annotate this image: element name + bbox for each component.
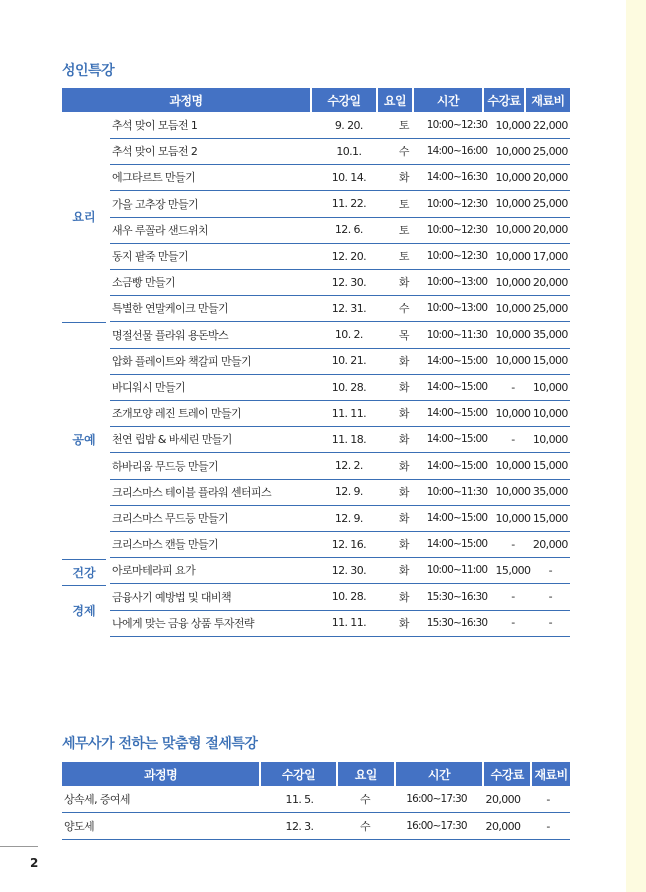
course-fee: 15,000 [495, 563, 531, 577]
course-fee: - [511, 432, 515, 446]
material-fee: 25,000 [532, 144, 568, 158]
course-fee: - [511, 380, 515, 394]
table-row [110, 191, 570, 218]
course-name: 추석 맞이 모듬전 1 [112, 119, 198, 132]
category-cooking: 요리 [72, 209, 96, 224]
course-date: 11. 22. [331, 197, 366, 211]
section-title-tax: 세무사가 전하는 맞춤형 절세특강 [62, 736, 258, 752]
course-name: 명절선물 플라워 용돈박스 [112, 328, 229, 342]
course-fee: 20,000 [485, 792, 521, 806]
course-fee: 10,000 [495, 459, 531, 473]
table-row [110, 322, 570, 349]
adult-course-table [62, 88, 570, 630]
table-body [62, 786, 570, 840]
course-fee: 10,000 [495, 511, 531, 525]
table-header [62, 762, 570, 786]
course-name: 천연 립밤 & 바세린 만들기 [112, 433, 232, 447]
course-time: 14:00~15:00 [426, 538, 488, 551]
course-name: 압화 플레이트와 책갈피 만들기 [112, 354, 252, 368]
header-day: 요일 [378, 88, 412, 112]
course-day: 화 [398, 381, 409, 394]
course-date: 12. 2. [334, 459, 363, 473]
tax-course-table [62, 762, 570, 840]
table-row [110, 531, 570, 558]
course-fee: 10,000 [495, 118, 531, 132]
course-date: 10.1. [336, 144, 362, 158]
material-fee: 20,000 [532, 170, 568, 184]
course-time: 15:30~16:30 [426, 590, 488, 603]
course-day: 화 [398, 354, 409, 368]
course-day: 수 [398, 302, 409, 316]
course-time: 14:00~15:00 [426, 381, 488, 393]
course-time: 14:00~15:00 [426, 433, 488, 446]
course-time: 10:00~12:30 [426, 119, 488, 131]
section-title-adult: 성인특강 [62, 63, 115, 79]
course-day: 수 [359, 793, 371, 806]
course-time: 10:00~13:00 [426, 276, 488, 289]
material-fee: 15,000 [532, 511, 568, 525]
right-margin-strip [626, 0, 646, 892]
course-date: 12. 31. [331, 301, 366, 315]
table-row [110, 295, 570, 322]
course-fee: 10,000 [495, 144, 531, 158]
header-time: 시간 [396, 762, 483, 786]
course-name: 금융사기 예방법 및 대비책 [112, 590, 231, 604]
course-fee: 10,000 [495, 301, 531, 315]
header-date: 수강일 [312, 88, 376, 112]
material-fee: - [546, 792, 550, 806]
material-fee: 20,000 [532, 275, 568, 289]
course-fee: 10,000 [495, 275, 531, 289]
material-fee: - [546, 819, 550, 833]
course-date: 12. 30. [331, 563, 366, 577]
course-day: 수 [398, 145, 409, 159]
course-time: 10:00~11:30 [426, 485, 488, 498]
course-day: 토 [398, 250, 409, 263]
course-name: 소금빵 만들기 [112, 276, 176, 290]
table-row [62, 786, 570, 813]
course-date: 9. 20. [334, 118, 363, 132]
course-name: 추석 맞이 모듬전 2 [112, 145, 198, 159]
header-material: 재료비 [526, 88, 570, 112]
course-fee: 10,000 [495, 170, 531, 184]
course-time: 10:00~12:30 [426, 223, 488, 236]
course-time: 14:00~15:00 [426, 354, 488, 367]
course-day: 화 [398, 485, 409, 499]
course-fee: 10,000 [495, 485, 531, 499]
course-name: 양도세 [64, 820, 95, 833]
course-fee: 10,000 [495, 406, 531, 420]
course-time: 14:00~15:00 [426, 459, 488, 472]
course-name: 동지 팥죽 만들기 [112, 250, 188, 263]
material-fee: 20,000 [532, 223, 568, 237]
material-fee: 35,000 [532, 328, 568, 342]
course-day: 화 [398, 459, 409, 473]
material-fee: 22,000 [532, 118, 568, 132]
table-row [110, 557, 570, 584]
course-fee: 10,000 [495, 328, 531, 342]
course-day: 화 [398, 407, 409, 421]
course-time: 14:00~16:30 [426, 171, 488, 184]
course-time: 10:00~13:00 [426, 302, 488, 315]
course-day: 토 [398, 223, 409, 237]
course-day: 수 [359, 820, 371, 833]
table-row [110, 505, 570, 532]
header-fee: 수강료 [484, 762, 530, 786]
course-name: 크리스마스 무드등 만들기 [112, 512, 229, 525]
course-name: 가을 고추장 만들기 [112, 197, 199, 211]
course-time: 14:00~15:00 [426, 512, 488, 524]
material-fee: 25,000 [532, 301, 568, 315]
course-name: 하바리움 무드등 만들기 [112, 459, 219, 473]
material-fee: 35,000 [532, 485, 568, 499]
course-day: 화 [398, 512, 409, 525]
table-row [110, 269, 570, 296]
table-row [110, 164, 570, 191]
table-row [110, 479, 570, 506]
header-time: 시간 [414, 88, 482, 112]
course-time: 15:30~16:30 [426, 616, 488, 629]
table-row [110, 112, 570, 139]
course-fee: 10,000 [495, 197, 531, 211]
course-time: 14:00~16:00 [426, 145, 488, 158]
course-name: 아로마테라피 요가 [112, 564, 196, 578]
course-date: 10. 2. [334, 328, 363, 342]
course-date: 10. 21. [331, 354, 366, 368]
material-fee: 15,000 [532, 459, 568, 473]
table-row [110, 217, 570, 244]
course-time: 10:00~11:00 [426, 564, 488, 577]
header-course-name: 과정명 [62, 762, 259, 786]
material-fee: 20,000 [532, 537, 568, 551]
header-day: 요일 [338, 762, 394, 786]
course-time: 10:00~11:30 [426, 328, 488, 341]
material-fee: 10,000 [532, 432, 568, 446]
course-date: 10. 28. [331, 380, 366, 394]
course-date: 10. 28. [331, 590, 366, 604]
table-row [110, 138, 570, 165]
header-fee: 수강료 [484, 88, 524, 112]
course-day: 화 [398, 276, 409, 290]
course-day: 화 [398, 433, 409, 447]
course-name: 바디워시 만들기 [112, 381, 186, 394]
course-date: 10. 14. [331, 170, 366, 184]
course-fee: 10,000 [495, 354, 531, 368]
course-date: 12. 6. [334, 223, 363, 237]
table-row [110, 453, 570, 480]
course-fee: 10,000 [495, 223, 531, 237]
course-day: 토 [398, 197, 409, 211]
material-fee: 17,000 [532, 249, 568, 263]
course-date: 11. 18. [331, 432, 366, 446]
course-date: 12. 30. [331, 275, 366, 289]
course-name: 상속세, 증여세 [64, 793, 130, 806]
category-health: 건강 [72, 565, 96, 580]
course-day: 토 [398, 119, 409, 132]
course-name: 크리스마스 캔들 만들기 [112, 538, 219, 552]
course-name: 새우 루꼴라 샌드위치 [112, 223, 209, 237]
table-header [62, 88, 570, 112]
material-fee: 10,000 [532, 406, 568, 420]
category-crafts: 공예 [72, 432, 96, 447]
page-number: 2 [30, 856, 39, 870]
course-day: 화 [398, 590, 409, 604]
course-name: 나에게 맞는 금융 상품 투자전략 [112, 616, 254, 630]
table-row [110, 348, 570, 375]
course-date: 12. 20. [331, 249, 366, 263]
course-time: 10:00~12:30 [426, 197, 488, 210]
table-row [110, 584, 570, 611]
header-course-name: 과정명 [62, 88, 310, 112]
course-time: 16:00~17:30 [406, 820, 467, 832]
material-fee: 15,000 [532, 354, 568, 368]
material-fee: - [548, 563, 553, 577]
table-row [62, 813, 570, 840]
course-date: 11. 11. [331, 616, 366, 630]
course-date: 12. 3. [285, 819, 314, 833]
course-name: 에그타르트 만들기 [112, 171, 196, 185]
course-time: 10:00~12:30 [426, 250, 488, 262]
table-row [110, 400, 570, 427]
course-date: 12. 9. [334, 511, 363, 525]
material-fee: 25,000 [532, 197, 568, 211]
table-row [110, 426, 570, 453]
course-day: 화 [398, 616, 409, 630]
material-fee: - [548, 590, 553, 604]
course-date: 11. 5. [285, 792, 314, 806]
course-name: 크리스마스 테이블 플라워 센터피스 [112, 485, 272, 499]
category-economy: 경제 [72, 603, 96, 618]
table-row [110, 243, 570, 270]
course-fee: - [511, 616, 515, 630]
footer-divider [0, 846, 38, 847]
course-name: 특별한 연말케이크 만들기 [112, 302, 229, 316]
header-material: 재료비 [532, 762, 570, 786]
course-time: 14:00~15:00 [426, 407, 488, 420]
course-fee: - [511, 537, 515, 551]
course-day: 목 [398, 328, 409, 342]
table-row [110, 610, 570, 637]
course-date: 11. 11. [331, 406, 366, 420]
course-date: 12. 9. [334, 485, 363, 499]
header-date: 수강일 [261, 762, 336, 786]
course-time: 16:00~17:30 [406, 793, 467, 805]
course-day: 화 [398, 171, 409, 185]
course-name: 조개모양 레진 트레이 만들기 [112, 407, 242, 421]
course-day: 화 [398, 564, 409, 578]
material-fee: - [548, 616, 553, 630]
course-fee: 20,000 [485, 819, 521, 833]
course-day: 화 [398, 538, 409, 552]
course-date: 12. 16. [331, 537, 366, 551]
course-fee: - [511, 590, 515, 604]
material-fee: 10,000 [532, 380, 568, 394]
table-row [110, 374, 570, 401]
course-fee: 10,000 [495, 249, 531, 263]
